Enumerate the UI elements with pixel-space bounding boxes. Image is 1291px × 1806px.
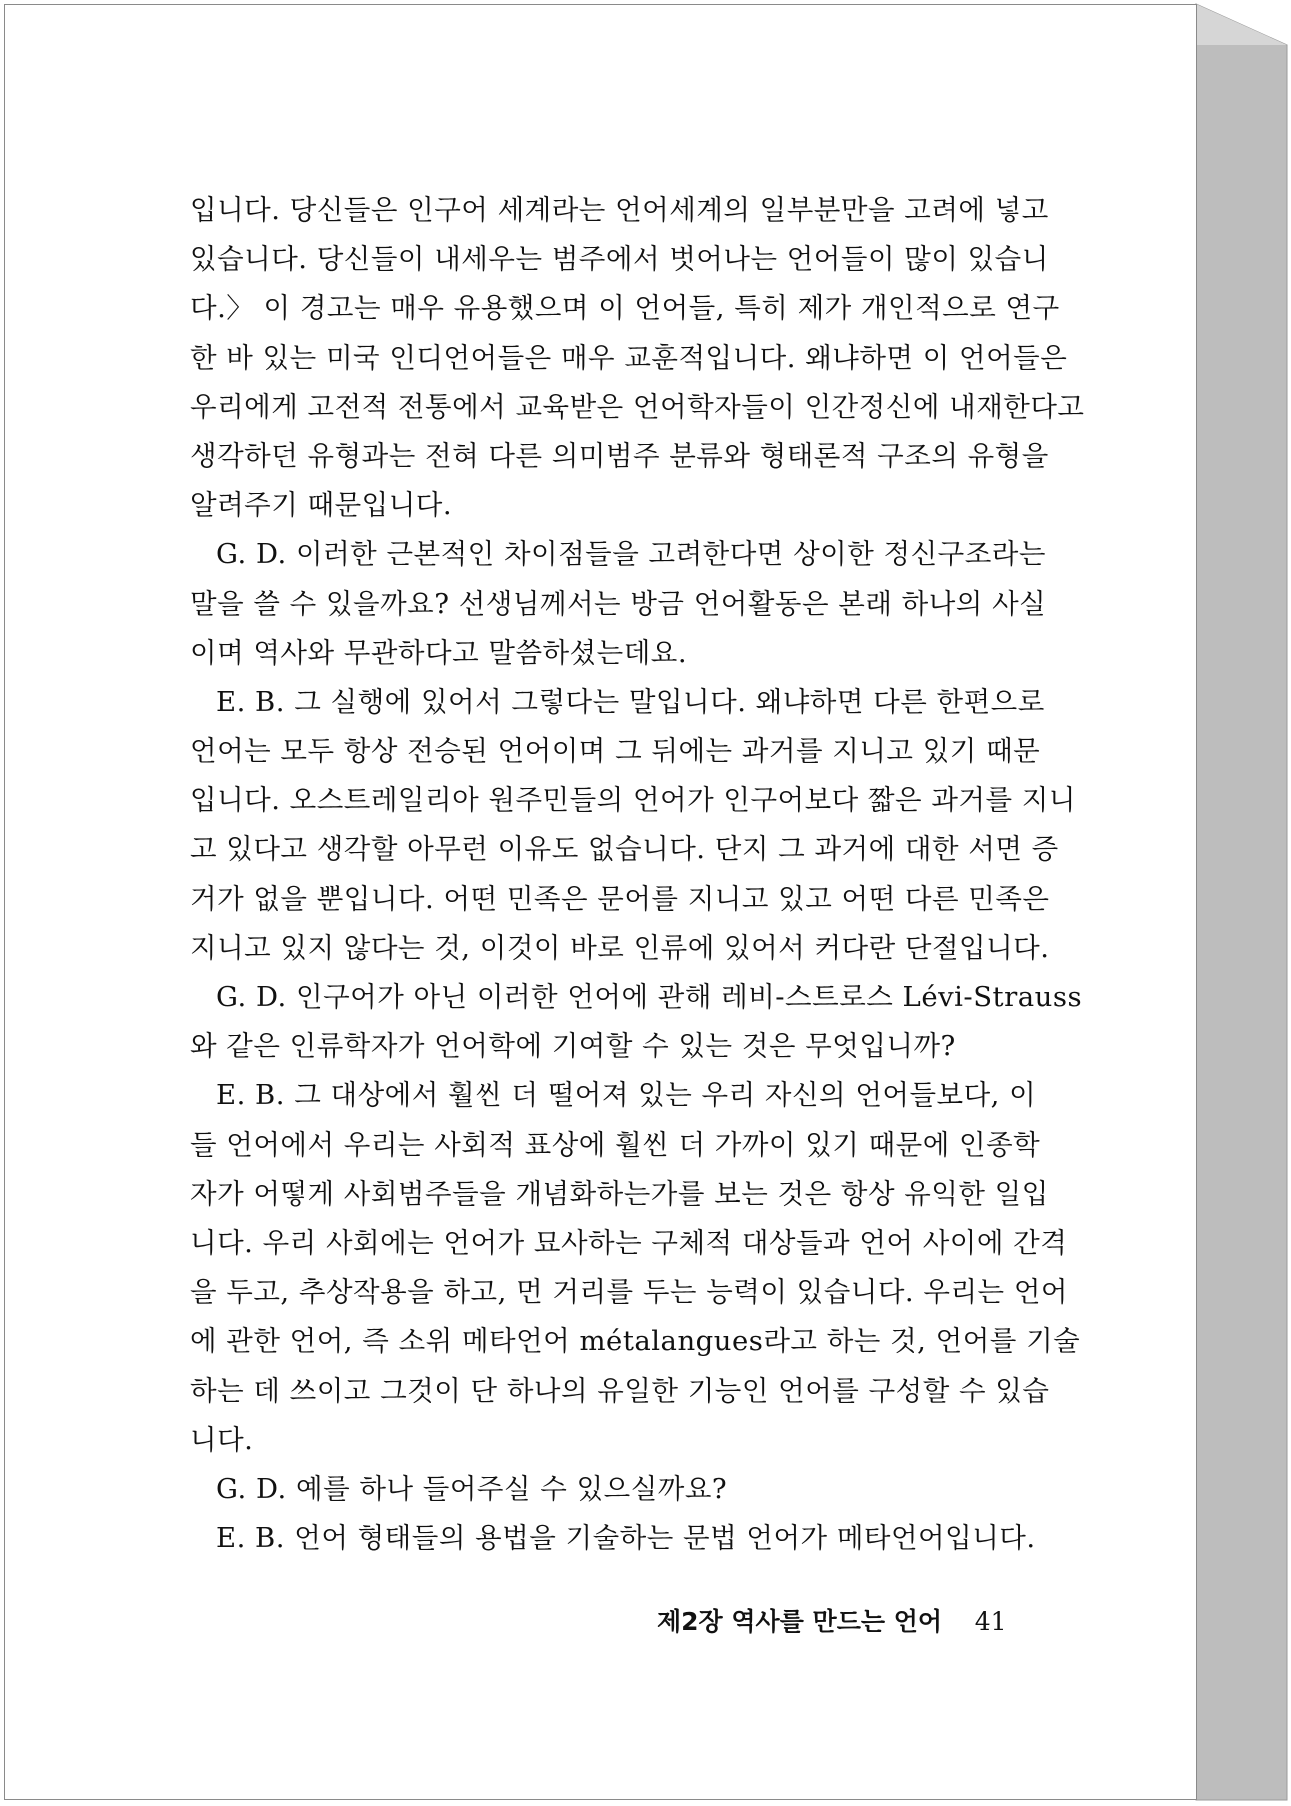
- book-page: [4, 4, 1197, 1800]
- page-footer: [657, 1602, 1007, 1638]
- running-head: 제2장 역사를 만드는 언어: [657, 1607, 943, 1636]
- text-line: G. D. 이러한 근본적인 차이점들을 고려한다면 상이한 정신구조라는: [216, 538, 1046, 571]
- text-line: 고 있다고 생각할 아무런 이유도 없습니다. 단지 그 과거에 대한 서면 증: [190, 833, 1059, 866]
- page-number: 41: [974, 1607, 1007, 1636]
- text-line: 이며 역사와 무관하다고 말씀하셨는데요.: [190, 636, 688, 669]
- text-line: G. D. 인구어가 아닌 이러한 언어에 관해 레비-스트로스 Lévi-Strauss: [216, 981, 1083, 1013]
- body-text: [190, 186, 1085, 1563]
- text-line: 생각하던 유형과는 전혀 다른 의미범주 분류와 형태론적 구조의 유형을: [190, 439, 1049, 472]
- text-line: 하는 데 쓰이고 그것이 단 하나의 유일한 기능인 언어를 구성할 수 있습: [190, 1374, 1050, 1407]
- text-line: 알려주기 때문입니다.: [190, 489, 453, 522]
- text-line: 와 같은 인류학자가 언어학에 기여할 수 있는 것은 무엇입니까?: [190, 1030, 956, 1063]
- text-line: 지니고 있지 않다는 것, 이것이 바로 인류에 있어서 커다란 단절입니다.: [190, 931, 1050, 964]
- text-line: 우리에게 고전적 전통에서 교육받은 언어학자들이 인간정신에 내재한다고: [190, 390, 1085, 423]
- text-line: 니다.: [190, 1423, 254, 1456]
- text-line: E. B. 언어 형태들의 용법을 기술하는 문법 언어가 메타언어입니다.: [216, 1522, 1036, 1555]
- text-line: 입니다. 당신들은 인구어 세계라는 언어세계의 일부분만을 고려에 넣고: [190, 194, 1049, 226]
- text-line: E. B. 그 실행에 있어서 그렇다는 말입니다. 왜냐하면 다른 한편으로: [216, 685, 1045, 718]
- text-line: E. B. 그 대상에서 훨씬 더 떨어져 있는 우리 자신의 언어들보다, 이: [216, 1079, 1037, 1112]
- text-line: 을 두고, 추상작용을 하고, 먼 거리를 두는 능력이 있습니다. 우리는 언어: [190, 1276, 1068, 1309]
- text-line: 말을 쓸 수 있을까요? 선생님께서는 방금 언어활동은 본래 하나의 사실: [190, 587, 1047, 620]
- text-line: G. D. 예를 하나 들어주실 수 있으실까요?: [216, 1472, 728, 1505]
- text-line: 있습니다. 당신들이 내세우는 범주에서 벗어나는 언어들이 많이 있습니: [190, 243, 1049, 276]
- book-fore-edge: [1196, 4, 1287, 1800]
- text-line: 거가 없을 뿐입니다. 어떤 민족은 문어를 지니고 있고 어떤 다른 민족은: [190, 882, 1050, 915]
- text-line: 입니다. 오스트레일리아 원주민들의 언어가 인구어보다 짧은 과거를 지니: [190, 784, 1076, 817]
- text-line: 다.〉 이 경고는 매우 유용했으며 이 언어들, 특히 제가 개인적으로 연구: [190, 292, 1060, 325]
- text-line: 언어는 모두 항상 전승된 언어이며 그 뒤에는 과거를 지니고 있기 때문: [190, 735, 1041, 768]
- text-line: 니다. 우리 사회에는 언어가 묘사하는 구체적 대상들과 언어 사이에 간격: [190, 1226, 1068, 1259]
- text-line: 자가 어떻게 사회범주들을 개념화하는가를 보는 것은 항상 유익한 일입: [190, 1177, 1049, 1210]
- text-line: 에 관한 언어, 즉 소위 메타언어 métalangues라고 하는 것, 언어를 기술: [190, 1325, 1081, 1358]
- text-line: 들 언어에서 우리는 사회적 표상에 훨씬 더 가까이 있기 때문에 인종학: [190, 1128, 1041, 1161]
- text-line: 한 바 있는 미국 인디언어들은 매우 교훈적입니다. 왜냐하면 이 언어들은: [190, 341, 1068, 374]
